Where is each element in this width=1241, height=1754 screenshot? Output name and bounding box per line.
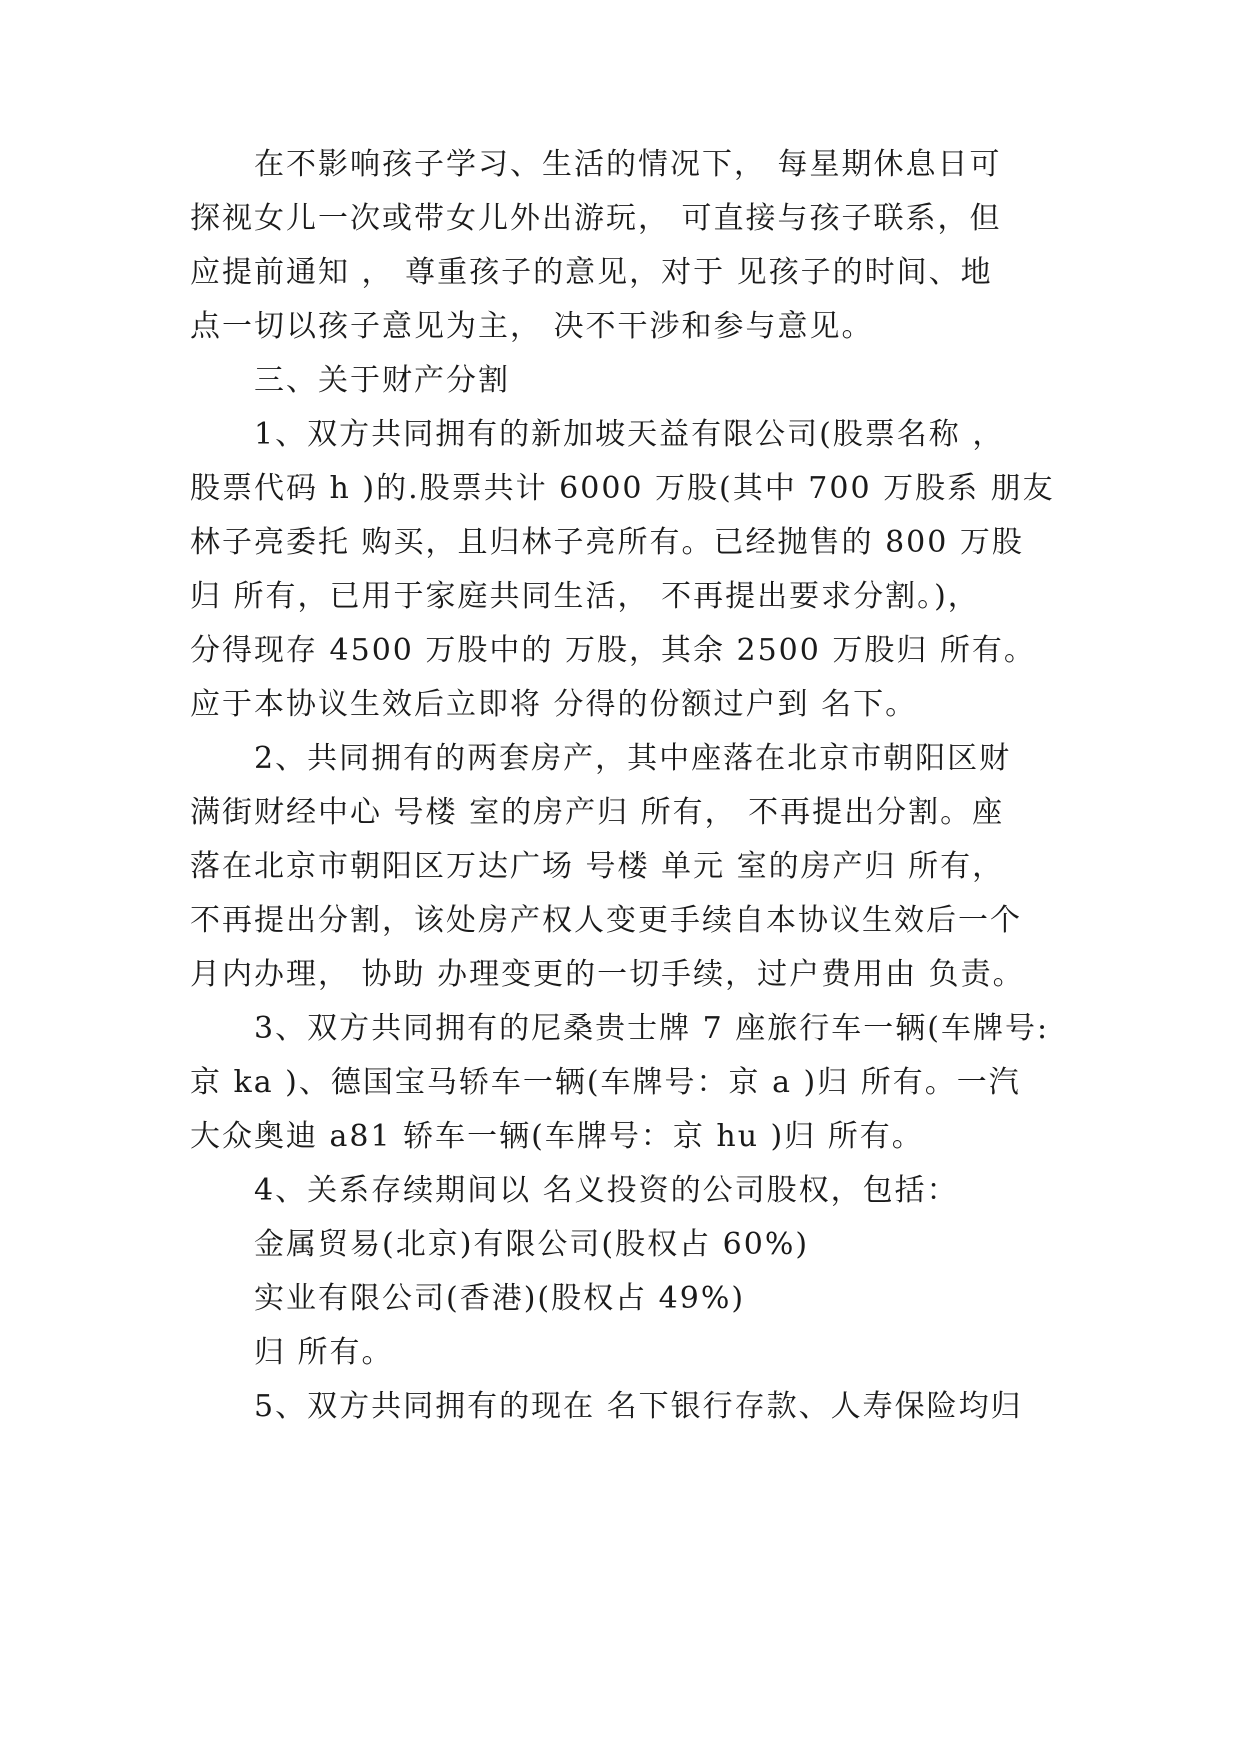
paragraph-line: 林子亮委托 购买，且归林子亮所有。已经抛售的 800 万股 bbox=[190, 525, 1024, 560]
paragraph-line: 归 所有，已用于家庭共同生活， 不再提出要求分割。)， bbox=[190, 579, 980, 614]
paragraph-line: 京 ka )、德国宝马轿车一辆(车牌号：京 a )归 所有。一汽 bbox=[190, 1065, 1021, 1100]
paragraph-line: 不再提出分割，该处房产权人变更手续自本协议生效后一个 bbox=[190, 903, 1022, 938]
paragraph-line: 2、共同拥有的两套房产，其中座落在北京市朝阳区财 bbox=[254, 741, 1012, 776]
paragraph-line: 3、双方共同拥有的尼桑贵士牌 7 座旅行车一辆(车牌号: bbox=[254, 1011, 1050, 1046]
paragraph-line: 股票代码 h )的.股票共计 6000 万股(其中 700 万股系 朋友 bbox=[190, 471, 1055, 506]
paragraph-line: 归 所有。 bbox=[254, 1335, 394, 1370]
paragraph-line: 1、双方共同拥有的新加坡天益有限公司(股票名称 ， bbox=[254, 417, 1005, 452]
paragraph-line: 4、关系存续期间以 名义投资的公司股权，包括： bbox=[254, 1173, 959, 1208]
paragraph-line: 在不影响孩子学习、生活的情况下， 每星期休息日可 bbox=[254, 147, 1002, 182]
paragraph-line: 应于本协议生效后立即将 分得的份额过户到 名下。 bbox=[190, 687, 918, 722]
paragraph-line: 探视女儿一次或带女儿外出游玩， 可直接与孩子联系，但 bbox=[190, 201, 1002, 236]
paragraph-line: 满街财经中心 号楼 室的房产归 所有， 不再提出分割。座 bbox=[190, 795, 1005, 830]
paragraph-line: 分得现存 4500 万股中的 万股，其余 2500 万股归 所有。 bbox=[190, 633, 1036, 668]
paragraph-line: 大众奥迪 a81 轿车一辆(车牌号：京 hu )归 所有。 bbox=[190, 1119, 924, 1154]
paragraph-line: 5、双方共同拥有的现在 名下银行存款、人寿保险均归 bbox=[254, 1389, 1023, 1424]
paragraph-line: 落在北京市朝阳区万达广场 号楼 单元 室的房产归 所有， bbox=[190, 849, 1005, 884]
paragraph-line: 应提前通知 ， 尊重孩子的意见，对于 见孩子的时间、地 bbox=[190, 255, 993, 290]
paragraph-line: 月内办理， 协助 办理变更的一切手续，过户费用由 负责。 bbox=[190, 957, 1025, 992]
list-item: 实业有限公司(香港)(股权占 49%) bbox=[254, 1281, 746, 1316]
section-heading: 三、关于财产分割 bbox=[254, 363, 510, 398]
list-item: 金属贸易(北京)有限公司(股权占 60%) bbox=[254, 1227, 810, 1262]
paragraph-line: 点一切以孩子意见为主， 决不干涉和参与意见。 bbox=[190, 309, 874, 344]
